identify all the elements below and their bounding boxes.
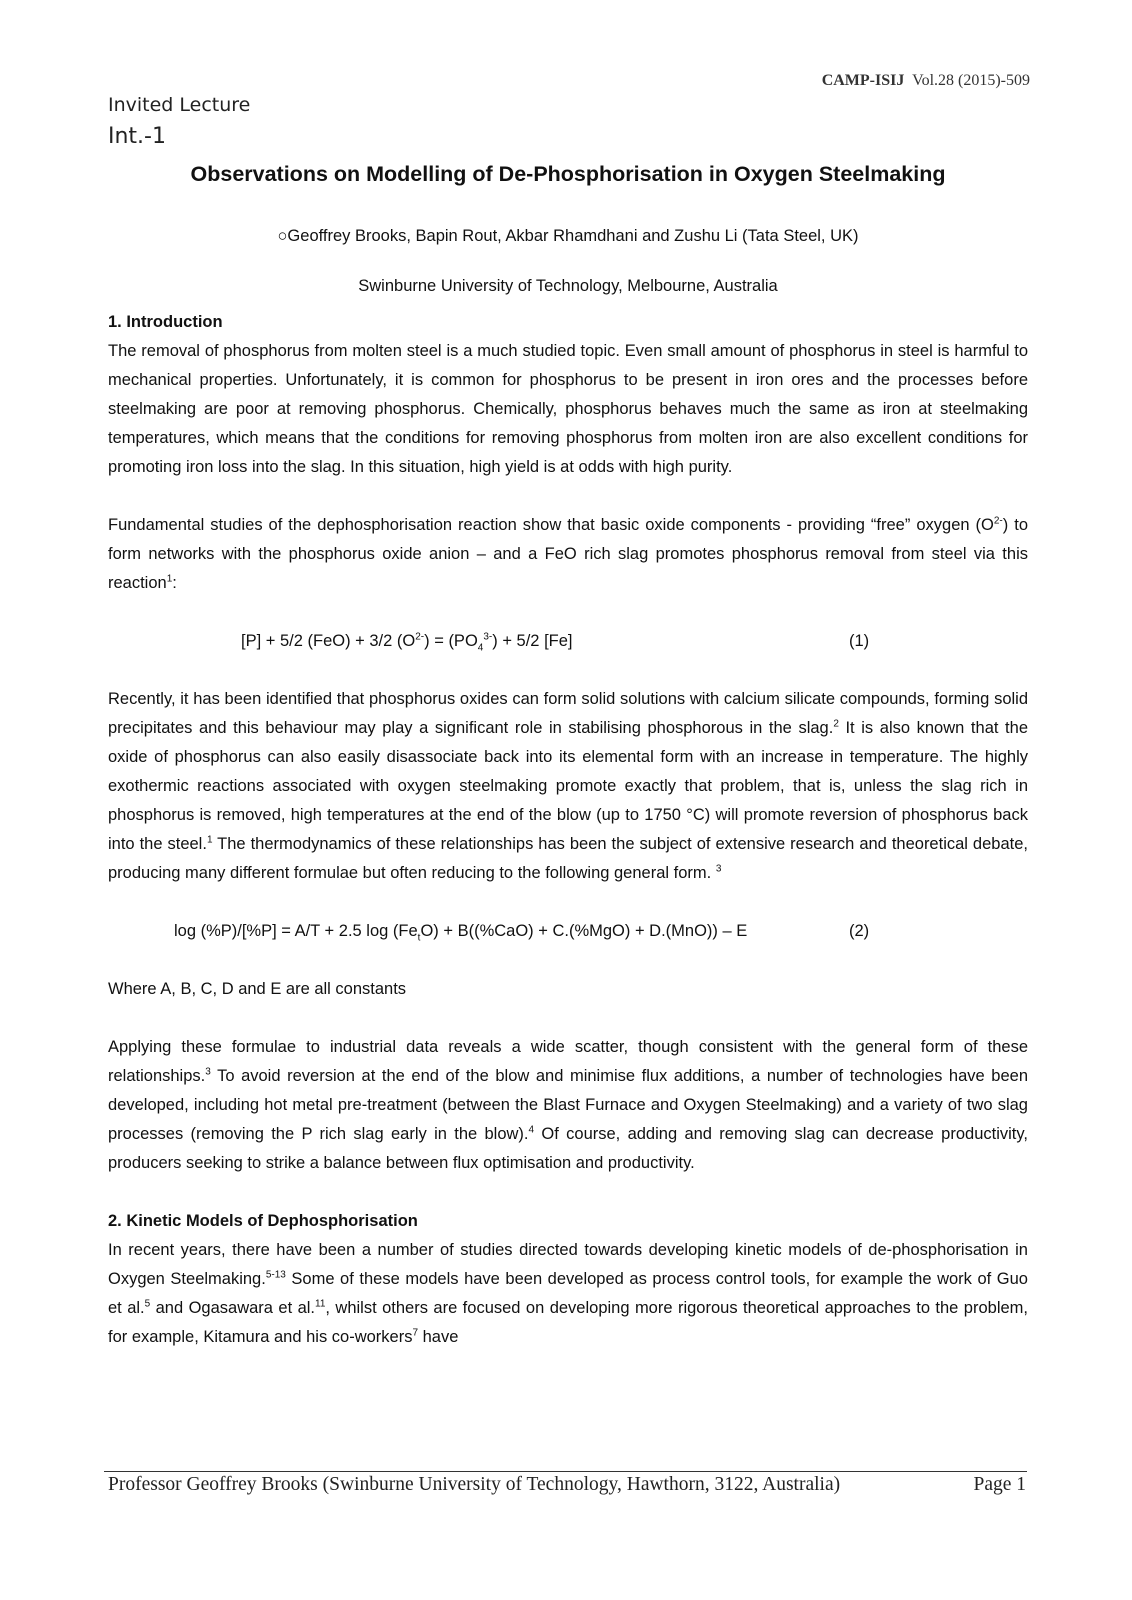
equation-1: [P] + 5/2 (FeO) + 3/2 $(O^{2-}) = (PO_4^{3-}) + 5/2$ [Fe] (1) xyxy=(108,627,1028,656)
journal-name: CAMP-ISIJ xyxy=(821,72,905,89)
paper-body xyxy=(108,308,1028,1352)
paragraph: Recently, it has been identified that phosphorus oxides can form solid solutions with calcium silicate compounds, forming solid precipitates and this behaviour may play a significant role in stabilising phosphorous in the slag.$^2$ It is also known that the oxide of phosphorus can also easily disassociate back into its elemental form with an increase in temperature. The highly exothermic reactions associated with oxygen steelmaking promote exactly that problem, that is, unless the slag rich in phosphorus is removed, high temperatures at the end of the blow (up to 1750 °C) will promote reversion of phosphorus back into the steel.$^1$ The thermodynamics of these relationships has been the subject of extensive research and theoretical debate, producing many different formulae but often reducing to the following general form. $^3$ xyxy=(108,690,1028,882)
page-footer xyxy=(108,1474,1026,1496)
equation-number: (2) xyxy=(849,922,870,940)
affiliation: Swinburne University of Technology, Melbourne, Australia xyxy=(358,277,778,295)
journal-reference xyxy=(822,72,1030,90)
equation-number: (1) xyxy=(849,632,870,650)
paragraph: The removal of phosphorus from molten steel is a much studied topic. Even small amount of phosphorus in steel is harmful to mechanical properties. Unfortunately, it is common for phosphorus to be present in iron ores and the processes before steelmaking are poor at removing phosphorus. Chemically, phosphorus behaves much the same as iron at steelmaking temperatures, which means that the conditions for removing phosphorus from molten iron are also excellent conditions for promoting iron loss into the slag. In this situation, high yield is at odds with high purity. xyxy=(108,342,1028,476)
paragraph: Applying these formulae to industrial data reveals a wide scatter, though consistent with the general form of these relationships.$^3$ To avoid reversion at the end of the blow and minimise flux additions, a number of technologies have been developed, including hot metal pre-treatment (between the Blast Furnace and Oxygen Steelmaking) and a variety of two slag processes (removing the P rich slag early in the blow).$^4$ Of course, adding and removing slag can decrease productivity, producers seeking to strike a balance between flux optimisation and productivity. xyxy=(108,1038,1028,1172)
lecture-id: Int.-1 xyxy=(108,124,166,149)
paragraph: Where A, B, C, D and E are all constants xyxy=(108,980,407,998)
paragraph: In recent years, there have been a number of studies directed towards developing kinetic models of de-phosphorisation in Oxygen Steelmaking.$^{5-13}$ Some of these models have been developed as process control tools, for example the work of Guo et al.$^5$ and Ogasawara et al.$^{11}$, whilst others are focused on developing more rigorous theoretical approaches to the problem, for example, Kitamura and his co-workers$^7$ have xyxy=(108,1241,1028,1346)
footer-divider xyxy=(104,1471,1027,1472)
section-heading-introduction: 1. Introduction xyxy=(108,313,223,331)
author-list: ○Geoffrey Brooks, Bapin Rout, Akbar Rhamdhani and Zushu Li (Tata Steel, UK) xyxy=(277,227,859,245)
journal-volume: Vol.28 (2015)-509 xyxy=(912,72,1030,89)
paper-title: Observations on Modelling of De-Phosphorisation in Oxygen Steelmaking xyxy=(190,162,946,186)
footer-author-line: Professor Geoffrey Brooks (Swinburne University of Technology, Hawthorn, 3122, Australia) xyxy=(108,1474,841,1495)
equation-2: log (%P)/[%P] = A/T + 2.5 $\log (Fe_tO) + B((\%CaO) + C.(\%MgO) + D.(MnO)) - E$ (2) xyxy=(108,917,1028,946)
page-number: Page 1 xyxy=(973,1474,1026,1495)
paragraph: Fundamental studies of the dephosphorisation reaction show that basic oxide components - providing “free” oxygen $(O^{2-})$ to form networks with the phosphorus oxide anion – and a FeO rich slag promotes phosphorus removal from steel via this reaction$^1$: xyxy=(108,515,1029,592)
section-heading-kinetic-models: 2. Kinetic Models of Dephosphorisation xyxy=(108,1212,418,1230)
lecture-kind: Invited Lecture xyxy=(108,94,251,116)
